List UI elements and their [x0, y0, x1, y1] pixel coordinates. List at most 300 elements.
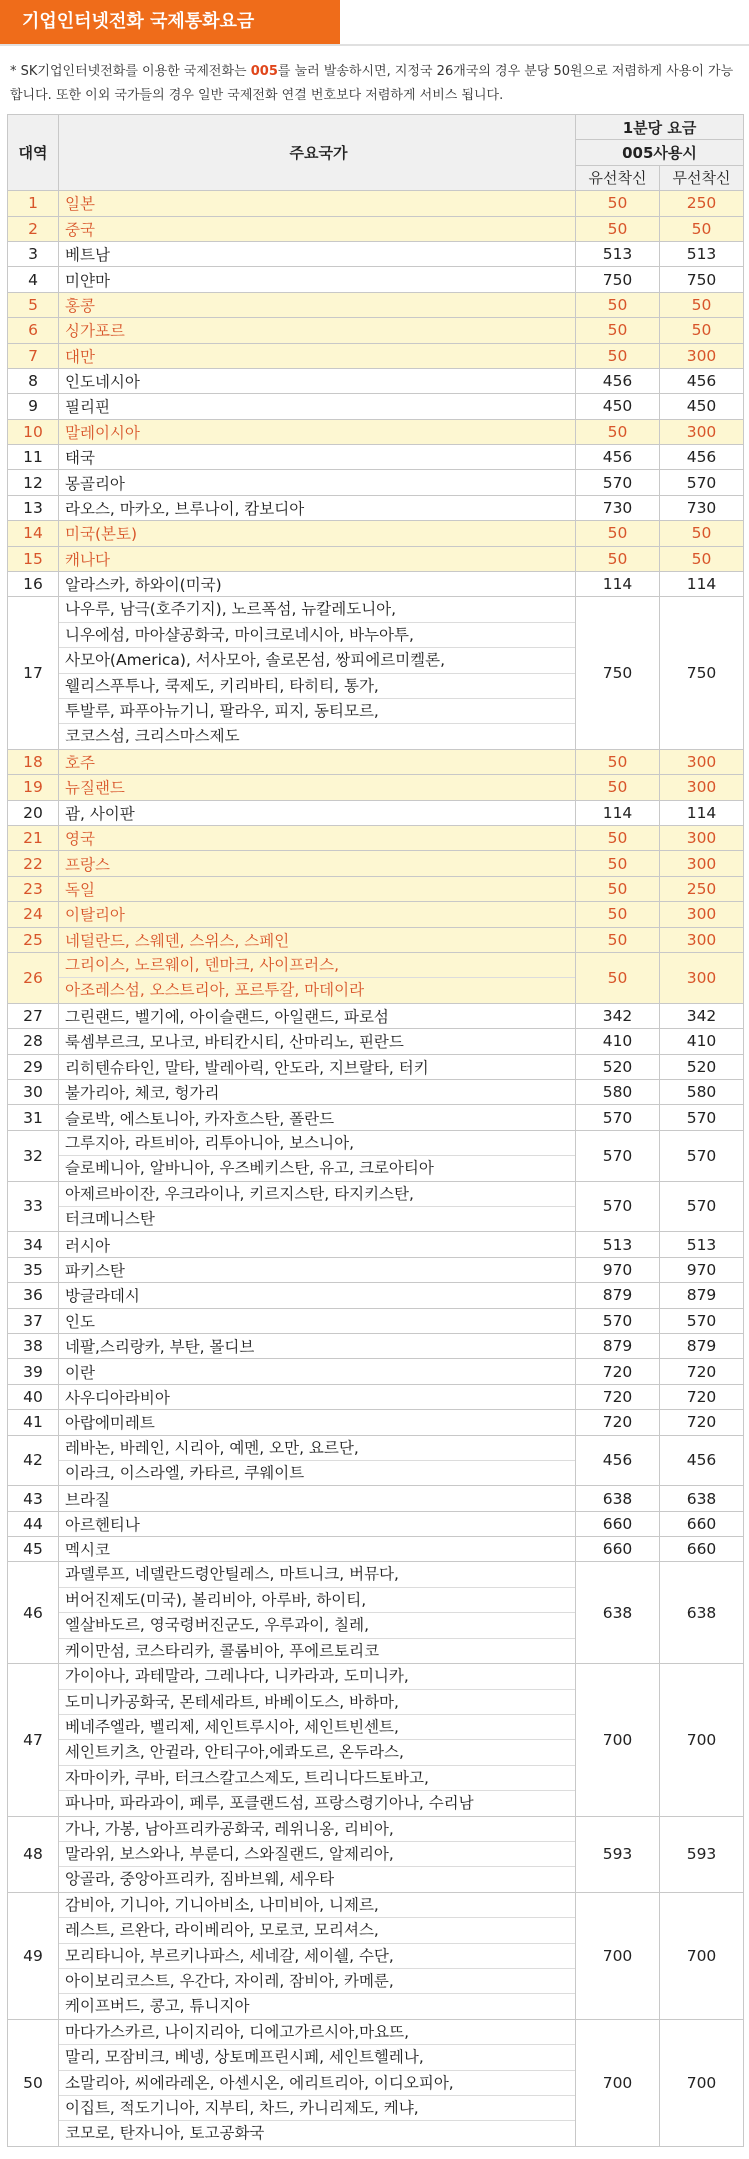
wireless-rate-cell: 580	[660, 1079, 744, 1104]
wireless-rate-cell: 570	[660, 470, 744, 495]
table-row	[8, 2019, 744, 2146]
country-line: 라오스, 마카오, 브루나이, 캄보디아	[65, 500, 305, 519]
country-line: 레바논, 바레인, 시리아, 예멘, 오만, 요르단,	[65, 1438, 359, 1457]
zone-cell: 14	[8, 521, 59, 546]
country-line: 가나, 가봉, 남아프리카공화국, 레위니옹, 리비아,	[65, 1819, 394, 1838]
wired-rate-cell: 879	[576, 1333, 660, 1358]
wired-rate-cell: 50	[576, 775, 660, 800]
zone-cell: 17	[8, 597, 59, 749]
wireless-rate-cell: 250	[660, 876, 744, 901]
wireless-rate-cell: 879	[660, 1283, 744, 1308]
table-row	[8, 1130, 744, 1181]
country-line: 이란	[65, 1363, 95, 1382]
zone-cell: 38	[8, 1333, 59, 1358]
zone-cell: 10	[8, 419, 59, 444]
wireless-rate-cell: 660	[660, 1511, 744, 1536]
table-row	[8, 1410, 744, 1435]
wired-rate-cell: 970	[576, 1257, 660, 1282]
wireless-rate-cell: 879	[660, 1333, 744, 1358]
countries-cell	[59, 191, 576, 216]
country-line: 일본	[65, 195, 95, 214]
country-line: 몽골리아	[65, 474, 125, 493]
zone-cell: 39	[8, 1359, 59, 1384]
country-line: 호주	[65, 754, 95, 773]
zone-cell: 6	[8, 318, 59, 343]
wired-rate-cell: 520	[576, 1054, 660, 1079]
table-row	[8, 1537, 744, 1562]
wireless-rate-cell: 300	[660, 952, 744, 1003]
wired-rate-cell: 720	[576, 1359, 660, 1384]
header-zone: 대역	[8, 115, 59, 191]
wireless-rate-cell: 750	[660, 597, 744, 749]
countries-cell	[59, 876, 576, 901]
country-line: 인도네시아	[65, 373, 140, 392]
table-row	[8, 1105, 744, 1130]
countries-cell	[59, 826, 576, 851]
wireless-rate-cell: 570	[660, 1105, 744, 1130]
zone-cell: 22	[8, 851, 59, 876]
countries-cell	[59, 241, 576, 266]
notice-part-1: * SK기업인터넷전화를 이용한 국제전화는	[10, 64, 251, 79]
country-line: 그리이스, 노르웨이, 덴마크, 사이프러스,	[65, 955, 340, 974]
table-row	[8, 775, 744, 800]
countries-cell	[59, 952, 576, 1003]
wired-rate-cell: 114	[576, 800, 660, 825]
zone-cell: 31	[8, 1105, 59, 1130]
wired-rate-cell: 50	[576, 927, 660, 952]
country-line: 말리, 모잠비크, 베넹, 상토메프린시페, 세인트헬레나,	[59, 2044, 575, 2069]
page-header	[0, 0, 749, 46]
countries-cell	[59, 1181, 576, 1232]
country-line: 파키스탄	[65, 1261, 125, 1280]
wireless-rate-cell: 450	[660, 394, 744, 419]
wireless-rate-cell: 720	[660, 1384, 744, 1409]
zone-cell: 2	[8, 216, 59, 241]
country-line: 인도	[65, 1312, 95, 1331]
country-line: 불가리아, 체코, 헝가리	[65, 1084, 220, 1103]
table-row	[8, 470, 744, 495]
countries-cell	[59, 1130, 576, 1181]
header-service: 005사용시	[576, 140, 744, 165]
zone-cell: 25	[8, 927, 59, 952]
table-row	[8, 1232, 744, 1257]
table-row	[8, 1283, 744, 1308]
country-line: 엘살바도르, 영국령버진군도, 우루과이, 칠레,	[59, 1612, 575, 1637]
countries-cell	[59, 1435, 576, 1486]
wireless-rate-cell: 300	[660, 927, 744, 952]
table-row	[8, 851, 744, 876]
country-line: 레스트, 르완다, 라이베리아, 모로코, 모리셔스,	[59, 1917, 575, 1942]
zone-cell: 15	[8, 546, 59, 571]
countries-cell	[59, 1816, 576, 1892]
wired-rate-cell: 700	[576, 1664, 660, 1816]
wireless-rate-cell: 700	[660, 2019, 744, 2146]
country-line: 사우디아라비아	[65, 1388, 170, 1407]
wireless-rate-cell: 513	[660, 1232, 744, 1257]
table-row	[8, 1333, 744, 1358]
table-row	[8, 1029, 744, 1054]
country-line: 소말리아, 씨에라레온, 아센시온, 에리트리아, 이디오피아,	[59, 2070, 575, 2095]
country-line: 과델루프, 네델란드령안틸레스, 마트니크, 버뮤다,	[65, 1565, 399, 1584]
table-row	[8, 1562, 744, 1664]
countries-cell	[59, 419, 576, 444]
countries-cell	[59, 343, 576, 368]
wireless-rate-cell: 750	[660, 267, 744, 292]
wired-rate-cell: 456	[576, 368, 660, 393]
country-line: 앙골라, 중앙아프리카, 짐바브웨, 세우타	[59, 1866, 575, 1891]
wired-rate-cell: 50	[576, 343, 660, 368]
wired-rate-cell: 638	[576, 1562, 660, 1664]
wired-rate-cell: 50	[576, 521, 660, 546]
zone-cell: 44	[8, 1511, 59, 1536]
country-line: 도미니카공화국, 몬테세라트, 바베이도스, 바하마,	[59, 1689, 575, 1714]
wired-rate-cell: 879	[576, 1283, 660, 1308]
zone-cell: 34	[8, 1232, 59, 1257]
countries-cell	[59, 927, 576, 952]
country-line: 슬로베니아, 알바니아, 우즈베키스탄, 유고, 크로아티아	[59, 1155, 575, 1180]
wired-rate-cell: 456	[576, 1435, 660, 1486]
table-row	[8, 495, 744, 520]
wireless-rate-cell: 730	[660, 495, 744, 520]
zone-cell: 3	[8, 241, 59, 266]
wired-rate-cell: 750	[576, 267, 660, 292]
zone-cell: 28	[8, 1029, 59, 1054]
wired-rate-cell: 50	[576, 292, 660, 317]
country-line: 리히텐슈타인, 말타, 발레아릭, 안도라, 지브랄타, 터키	[65, 1058, 429, 1077]
wireless-rate-cell: 300	[660, 902, 744, 927]
country-line: 마다가스카르, 나이지리아, 디에고가르시아,마요뜨,	[65, 2022, 409, 2041]
wired-rate-cell: 50	[576, 216, 660, 241]
table-row	[8, 394, 744, 419]
table-row	[8, 445, 744, 470]
wireless-rate-cell: 456	[660, 368, 744, 393]
table-row	[8, 1308, 744, 1333]
wired-rate-cell: 750	[576, 597, 660, 749]
wireless-rate-cell: 720	[660, 1359, 744, 1384]
table-row	[8, 952, 744, 1003]
country-line: 베네주엘라, 벨리제, 세인트루시아, 세인트빈센트,	[59, 1714, 575, 1739]
country-line: 미얀마	[65, 271, 110, 290]
wired-rate-cell: 730	[576, 495, 660, 520]
wireless-rate-cell: 300	[660, 826, 744, 851]
notice-text	[0, 50, 749, 114]
country-line: 룩셈부르크, 모나코, 바티칸시티, 산마리노, 핀란드	[65, 1033, 404, 1052]
countries-cell	[59, 572, 576, 597]
wireless-rate-cell: 114	[660, 572, 744, 597]
wired-rate-cell: 450	[576, 394, 660, 419]
countries-cell	[59, 267, 576, 292]
country-line: 방글라데시	[65, 1287, 140, 1306]
countries-cell	[59, 1384, 576, 1409]
countries-cell	[59, 1308, 576, 1333]
wired-rate-cell: 513	[576, 1232, 660, 1257]
country-line: 아조레스섬, 오스트리아, 포르투갈, 마데이라	[59, 977, 575, 1002]
countries-cell	[59, 2019, 576, 2146]
country-line: 홍콩	[65, 296, 95, 315]
country-line: 독일	[65, 881, 95, 899]
zone-cell: 29	[8, 1054, 59, 1079]
wired-rate-cell: 570	[576, 1105, 660, 1130]
wireless-rate-cell: 114	[660, 800, 744, 825]
zone-cell: 13	[8, 495, 59, 520]
country-line: 프랑스	[65, 855, 110, 874]
country-line: 대만	[65, 347, 95, 366]
country-line: 네덜란드, 스웨덴, 스위스, 스페인	[65, 931, 290, 950]
header-rate-title: 1분당 요금	[576, 115, 744, 140]
countries-cell	[59, 1283, 576, 1308]
wired-rate-cell: 570	[576, 1130, 660, 1181]
wireless-rate-cell: 513	[660, 241, 744, 266]
zone-cell: 37	[8, 1308, 59, 1333]
wired-rate-cell: 410	[576, 1029, 660, 1054]
wired-rate-cell: 456	[576, 445, 660, 470]
countries-cell	[59, 1562, 576, 1664]
wired-rate-cell: 50	[576, 419, 660, 444]
country-line: 코코스섬, 크리스마스제도	[59, 723, 575, 748]
table-row	[8, 876, 744, 901]
zone-cell: 46	[8, 1562, 59, 1664]
wireless-rate-cell: 300	[660, 775, 744, 800]
country-line: 중국	[65, 220, 95, 239]
table-row	[8, 368, 744, 393]
wired-rate-cell: 50	[576, 191, 660, 216]
table-row	[8, 521, 744, 546]
table-row	[8, 318, 744, 343]
zone-cell: 50	[8, 2019, 59, 2146]
zone-cell: 24	[8, 902, 59, 927]
zone-cell: 9	[8, 394, 59, 419]
header-wired: 유선착신	[576, 165, 660, 190]
zone-cell: 30	[8, 1079, 59, 1104]
table-row	[8, 267, 744, 292]
table-row	[8, 1079, 744, 1104]
country-line: 아이보리코스트, 우간다, 자이레, 잠비아, 카메룬,	[59, 1968, 575, 1993]
country-line: 베트남	[65, 246, 110, 265]
country-line: 뉴질랜드	[65, 779, 125, 798]
country-line: 모리타니아, 부르키나파스, 세네갈, 세이쉘, 수단,	[59, 1943, 575, 1968]
table-row	[8, 902, 744, 927]
countries-cell	[59, 495, 576, 520]
wireless-rate-cell: 300	[660, 851, 744, 876]
country-line: 사모아(America), 서사모아, 솔로몬섬, 쌍피에르미켈론,	[59, 647, 575, 672]
zone-cell: 23	[8, 876, 59, 901]
zone-cell: 33	[8, 1181, 59, 1232]
country-line: 감비아, 기니아, 기니아비소, 나미비아, 니제르,	[65, 1895, 379, 1914]
country-line: 영국	[65, 830, 95, 849]
country-line: 버어진제도(미국), 볼리비아, 아루바, 하이티,	[59, 1587, 575, 1612]
country-line: 네팔,스리랑카, 부탄, 몰디브	[65, 1338, 255, 1357]
page-title: 기업인터넷전화 국제통화요금	[0, 0, 340, 44]
wired-rate-cell: 570	[576, 470, 660, 495]
countries-cell	[59, 902, 576, 927]
country-line: 자마이카, 쿠바, 터크스칼고스제도, 트리니다드토바고,	[59, 1765, 575, 1790]
wireless-rate-cell: 570	[660, 1130, 744, 1181]
country-line: 러시아	[65, 1236, 110, 1255]
zone-cell: 47	[8, 1664, 59, 1816]
countries-cell	[59, 749, 576, 774]
wireless-rate-cell: 300	[660, 343, 744, 368]
country-line: 아제르바이잔, 우크라이나, 키르지스탄, 타지키스탄,	[65, 1184, 414, 1203]
wired-rate-cell: 50	[576, 318, 660, 343]
table-row	[8, 749, 744, 774]
table-row	[8, 597, 744, 749]
countries-cell	[59, 800, 576, 825]
table-row	[8, 1892, 744, 2019]
zone-cell: 16	[8, 572, 59, 597]
wired-rate-cell: 570	[576, 1181, 660, 1232]
wired-rate-cell: 342	[576, 1003, 660, 1028]
wired-rate-cell: 50	[576, 952, 660, 1003]
wireless-rate-cell: 700	[660, 1892, 744, 2019]
zone-cell: 26	[8, 952, 59, 1003]
notice-part-2: 를 눌러 발송하시면, 지정국 26개국의 경우 분당 50원으로 저렴하게 사용이 가능합니다. 또한 이외 국가들의 경우 일반 국제전화 연결 번호보다 저렴하게 서비스 됩니다.	[10, 64, 734, 103]
table-row	[8, 216, 744, 241]
countries-cell	[59, 1410, 576, 1435]
wireless-rate-cell: 50	[660, 546, 744, 571]
countries-cell	[59, 1105, 576, 1130]
wired-rate-cell: 720	[576, 1410, 660, 1435]
wireless-rate-cell: 638	[660, 1486, 744, 1511]
wired-rate-cell: 50	[576, 876, 660, 901]
wireless-rate-cell: 570	[660, 1181, 744, 1232]
wired-rate-cell: 50	[576, 902, 660, 927]
country-line: 그린랜드, 벨기에, 아이슬랜드, 아일랜드, 파로섬	[65, 1007, 389, 1026]
country-line: 알라스카, 하와이(미국)	[65, 576, 222, 595]
header-spacer	[340, 0, 749, 44]
wireless-rate-cell: 700	[660, 1664, 744, 1816]
zone-cell: 1	[8, 191, 59, 216]
zone-cell: 5	[8, 292, 59, 317]
country-line: 미국(본토)	[65, 525, 137, 544]
countries-cell	[59, 394, 576, 419]
wireless-rate-cell: 660	[660, 1537, 744, 1562]
zone-cell: 27	[8, 1003, 59, 1028]
notice-code: 005	[250, 64, 278, 79]
wireless-rate-cell: 50	[660, 292, 744, 317]
wireless-rate-cell: 410	[660, 1029, 744, 1054]
wireless-rate-cell: 456	[660, 445, 744, 470]
countries-cell	[59, 470, 576, 495]
table-row	[8, 1257, 744, 1282]
countries-cell	[59, 216, 576, 241]
countries-cell	[59, 445, 576, 470]
zone-cell: 8	[8, 368, 59, 393]
wired-rate-cell: 638	[576, 1486, 660, 1511]
country-line: 코모로, 탄자니아, 토고공화국	[59, 2120, 575, 2145]
table-row	[8, 1384, 744, 1409]
table-row	[8, 419, 744, 444]
table-row	[8, 292, 744, 317]
wired-rate-cell: 660	[576, 1511, 660, 1536]
wired-rate-cell: 720	[576, 1384, 660, 1409]
country-line: 케이만섬, 코스타리카, 콜롬비아, 푸에르토리코	[59, 1638, 575, 1663]
wireless-rate-cell: 970	[660, 1257, 744, 1282]
zone-cell: 49	[8, 1892, 59, 2019]
wired-rate-cell: 513	[576, 241, 660, 266]
countries-cell	[59, 521, 576, 546]
wireless-rate-cell: 250	[660, 191, 744, 216]
countries-cell	[59, 1537, 576, 1562]
table-row	[8, 1181, 744, 1232]
zone-cell: 40	[8, 1384, 59, 1409]
zone-cell: 21	[8, 826, 59, 851]
table-row	[8, 1359, 744, 1384]
wireless-rate-cell: 50	[660, 318, 744, 343]
countries-cell	[59, 1054, 576, 1079]
wired-rate-cell: 50	[576, 851, 660, 876]
table-row	[8, 343, 744, 368]
zone-cell: 48	[8, 1816, 59, 1892]
wireless-rate-cell: 50	[660, 521, 744, 546]
country-line: 가이아나, 과테말라, 그레나다, 니카라과, 도미니카,	[65, 1667, 409, 1686]
country-line: 말레이시아	[65, 423, 140, 442]
countries-cell	[59, 1664, 576, 1816]
wireless-rate-cell: 300	[660, 419, 744, 444]
countries-cell	[59, 1333, 576, 1358]
wired-rate-cell: 660	[576, 1537, 660, 1562]
countries-cell	[59, 1003, 576, 1028]
countries-cell	[59, 1486, 576, 1511]
wireless-rate-cell: 638	[660, 1562, 744, 1664]
table-row	[8, 241, 744, 266]
countries-cell	[59, 1892, 576, 2019]
country-line: 터크메니스탄	[59, 1206, 575, 1231]
countries-cell	[59, 1359, 576, 1384]
zone-cell: 42	[8, 1435, 59, 1486]
country-line: 세인트키츠, 안귈라, 안티구아,에콰도르, 온두라스,	[59, 1739, 575, 1764]
table-row	[8, 826, 744, 851]
country-line: 멕시코	[65, 1541, 110, 1560]
rate-table-body	[8, 191, 744, 2147]
wireless-rate-cell: 456	[660, 1435, 744, 1486]
zone-cell: 7	[8, 343, 59, 368]
zone-cell: 4	[8, 267, 59, 292]
table-row	[8, 546, 744, 571]
wired-rate-cell: 50	[576, 546, 660, 571]
wired-rate-cell: 114	[576, 572, 660, 597]
wired-rate-cell: 580	[576, 1079, 660, 1104]
table-row	[8, 1054, 744, 1079]
wired-rate-cell: 50	[576, 749, 660, 774]
country-line: 이라크, 이스라엘, 카타르, 쿠웨이트	[59, 1460, 575, 1485]
country-line: 브라질	[65, 1490, 110, 1509]
table-row	[8, 1511, 744, 1536]
table-row	[8, 572, 744, 597]
table-row	[8, 1435, 744, 1486]
country-line: 투발루, 파푸아뉴기니, 팔라우, 피지, 동티모르,	[59, 698, 575, 723]
table-row	[8, 1003, 744, 1028]
zone-cell: 41	[8, 1410, 59, 1435]
wireless-rate-cell: 50	[660, 216, 744, 241]
countries-cell	[59, 368, 576, 393]
table-row	[8, 1816, 744, 1892]
table-row	[8, 191, 744, 216]
country-line: 싱가포르	[65, 322, 125, 341]
countries-cell	[59, 1232, 576, 1257]
wired-rate-cell: 700	[576, 1892, 660, 2019]
countries-cell	[59, 851, 576, 876]
zone-cell: 11	[8, 445, 59, 470]
country-line: 케이프버드, 콩고, 튜니지아	[59, 1993, 575, 2018]
country-line: 말라위, 보스와나, 부룬디, 스와질랜드, 알제리아,	[59, 1841, 575, 1866]
zone-cell: 32	[8, 1130, 59, 1181]
countries-cell	[59, 1029, 576, 1054]
wireless-rate-cell: 300	[660, 749, 744, 774]
countries-cell	[59, 1511, 576, 1536]
country-line: 아랍에미레트	[65, 1414, 155, 1433]
zone-cell: 35	[8, 1257, 59, 1282]
zone-cell: 45	[8, 1537, 59, 1562]
